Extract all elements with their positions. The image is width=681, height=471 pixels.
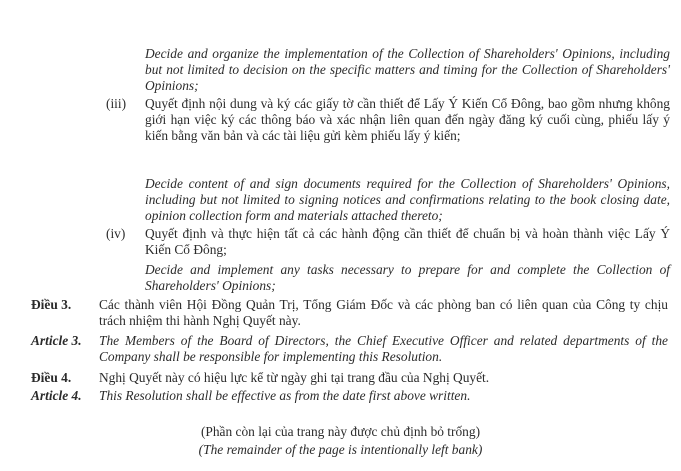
item-ii-english: Decide and organize the implementation of the Collection of Shareholders' Opinions, including but not limited to decision on the specific matters and timing for the Collection of Shareholders' Opinions; bbox=[145, 46, 670, 94]
item-iv-number: (iv) bbox=[106, 226, 126, 241]
article-4-vi-text: Nghị Quyết này có hiệu lực kể từ ngày ghi tại trang đầu của Nghị Quyết. bbox=[99, 370, 490, 385]
article-3-vi-text: Các thành viên Hội Đồng Quản Trị, Tổng Giám Đốc và các phòng ban có liên quan của Công ty chịu trách nhiệm thi hành Nghị Quyết này. bbox=[99, 297, 668, 329]
article-4-vi-label: Điều 4. bbox=[31, 370, 72, 385]
blank-page-note-vi: (Phần còn lại của trang này được chủ định bỏ trống) bbox=[200, 424, 481, 439]
item-iv-english: Decide and implement any tasks necessary to prepare for and complete the Collection of Shareholders' Opinions; bbox=[145, 262, 670, 294]
article-3-en-text: The Members of the Board of Directors, the Chief Executive Officer and related departments of the Company shall be responsible for implementing this Resolution. bbox=[99, 333, 668, 365]
item-iii-number: (iii) bbox=[106, 96, 127, 111]
article-4-en-label: Article 4. bbox=[31, 388, 82, 403]
article-3-en-label: Article 3. bbox=[31, 333, 82, 348]
item-iv-vietnamese: Quyết định và thực hiện tất cả các hành động cần thiết để chuẩn bị và hoàn thành việc Lấy Ý Kiến Cổ Đông; bbox=[145, 226, 670, 258]
article-4-en-text: This Resolution shall be effective as from the date first above written. bbox=[99, 388, 471, 403]
article-3-vi-label: Điều 3. bbox=[31, 297, 72, 312]
item-iii-english: Decide content of and sign documents required for the Collection of Shareholders' Opinions, including but not limited to signing notices and confirmations relating to the book closing date, opinion collection form and materials attached thereto; bbox=[145, 176, 670, 224]
blank-page-note-en: (The remainder of the page is intentionally left bank) bbox=[198, 442, 483, 457]
item-iii-vietnamese: Quyết định nội dung và ký các giấy tờ cần thiết để Lấy Ý Kiến Cổ Đông, bao gồm nhưng không giới hạn việc ký các thông báo và xác nhận liên quan đến ngày đăng ký cuối cùng, phiếu lấy ý kiến bằng văn bản và các tài liệu gửi kèm phiếu lấy ý kiến; bbox=[145, 96, 670, 144]
